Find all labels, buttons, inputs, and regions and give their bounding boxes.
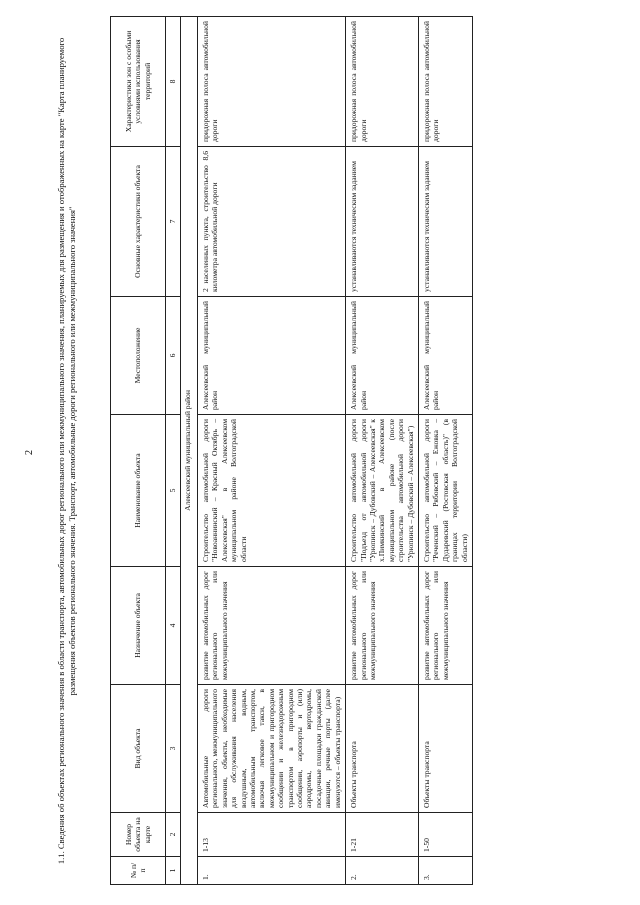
district-row: [181, 17, 198, 885]
object-purpose: развитие автомобильных дорог регионального или межмуниципального значения: [346, 567, 419, 685]
column-number-row: [166, 17, 181, 885]
object-name: Строительство автомобильной дороги "Новоаннинский – Красный Октябрь – Алексеевская" в Алексеевском муниципальном районе Волгоградской области: [198, 415, 346, 567]
column-number: 3: [166, 685, 181, 813]
object-characteristics: устанавливаются техническим заданием: [346, 147, 419, 297]
row-number: 1.: [198, 857, 346, 885]
special-zone-characteristics: придорожная полоса автомобильной дороги: [198, 17, 346, 147]
object-purpose: развитие автомобильных дорог регионального или межмуниципального значения: [198, 567, 346, 685]
object-purpose: развитие автомобильных дорог регионального или межмуниципального значения: [418, 567, 472, 685]
table-row: [346, 17, 419, 885]
row-number: 3.: [418, 857, 472, 885]
column-header: Местоположение: [111, 297, 166, 415]
column-header: Характеристики зон с особыми условиями использования территорий: [111, 17, 166, 147]
object-location: Алексеевский муниципальный район: [198, 297, 346, 415]
table-row: [418, 17, 472, 885]
object-characteristics: устанавливаются техническим заданием: [418, 147, 472, 297]
map-object-code: 1-21: [346, 813, 419, 857]
table-row: [198, 17, 346, 885]
object-location: Алексеевский муниципальный район: [418, 297, 472, 415]
column-number: 6: [166, 297, 181, 415]
page-number: 2: [24, 449, 35, 456]
objects-table: [110, 16, 473, 885]
column-number: 1: [166, 857, 181, 885]
district-name: Алексеевский муниципальный район: [181, 17, 198, 885]
column-number: 5: [166, 415, 181, 567]
column-number: 7: [166, 147, 181, 297]
column-header: Номер объекта на карте: [111, 813, 166, 857]
section-title: 1.1. Сведения об объектах регионального значения в области транспорта, автомобильных дорог регионального или межмуниципального значения, планируемых для размещения и отображенных на карте "Карта планируемого размещения объектов регионального значения. Транспорт, автомобильные дороги регионального или межмуниципального значения": [56, 37, 78, 865]
object-location: Алексеевский муниципальный район: [346, 297, 419, 415]
object-type: Объекты транспорта: [346, 685, 419, 813]
object-name: Строительство автомобильной дороги "Реченский – Рябовский – Ежовка – Дударевский (Ростовская область)" (в границах территории Волгоградской области): [418, 415, 472, 567]
column-number: 8: [166, 17, 181, 147]
object-name: Строительство автомобильной дороги "Подъезд от автомобильной дороги "Урюпинск – Дубовский – Алексеевская" к х.Пимкинский в Алексеевском муниципальном районе (после строительства автомобильной дороги "Урюпинск – Дубовский – Алексеевская"): [346, 415, 419, 567]
special-zone-characteristics: придорожная полоса автомобильной дороги: [346, 17, 419, 147]
column-header: Назначение объекта: [111, 567, 166, 685]
column-header: Наименование объекта: [111, 415, 166, 567]
object-type: Автомобильные дороги регионального, межмуниципального значения, объекты, необходимые для обслуживания населения воздушным, водным, автомобильным транспортом, включая легковое такси, в межмуниципальном и пригородном сообщении и железнодорожным транспортом в пригородном сообщении, аэропорты и (или) аэродромы, вертодромы, посадочные площадки гражданской авиации, речные порты (далее именуются – объекты транспорта): [198, 685, 346, 813]
special-zone-characteristics: придорожная полоса автомобильной дороги: [418, 17, 472, 147]
column-header: № п/п: [111, 857, 166, 885]
column-header: Вид объекта: [111, 685, 166, 813]
row-number: 2.: [346, 857, 419, 885]
column-number: 2: [166, 813, 181, 857]
column-header: Основные характеристики объекта: [111, 147, 166, 297]
map-object-code: 1-13: [198, 813, 346, 857]
table-header-row: [111, 17, 166, 885]
object-characteristics: 2 населенных пункта, строительство 8,6 километра автомобильной дороги: [198, 147, 346, 297]
column-number: 4: [166, 567, 181, 685]
map-object-code: 1-50: [418, 813, 472, 857]
object-type: Объекты транспорта: [418, 685, 472, 813]
